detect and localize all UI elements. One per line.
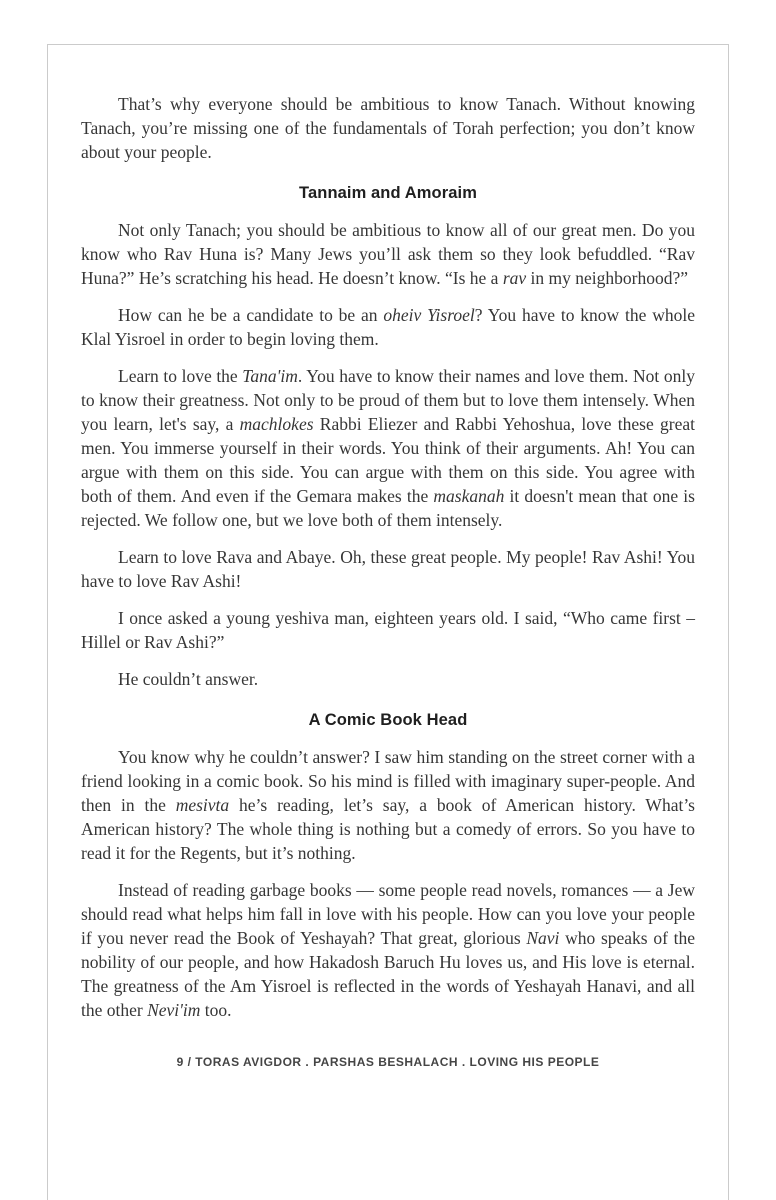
text-run: That’s why everyone should be ambitious to know Tanach. Without knowing Tanach, you’re missing one of the fundamentals of Torah perfection; you don’t know about your people. (81, 94, 695, 162)
paragraph (81, 218, 695, 290)
text-run: I once asked a young yeshiva man, eighteen years old. I said, “Who came first – Hillel or Rav Ashi?” (81, 608, 695, 652)
paragraph (81, 745, 695, 865)
section-heading: A Comic Book Head (308, 711, 468, 729)
text-run: ? You have to know the whole Klal Yisroel in order to begin loving them. (81, 305, 695, 349)
italic-term: oheiv Yisroel (383, 305, 475, 325)
page-footer (81, 1055, 695, 1069)
paragraph (81, 545, 695, 593)
paragraph (81, 303, 695, 351)
paragraph (81, 878, 695, 1022)
italic-term: Navi (526, 928, 560, 948)
text-run: Rabbi Eliezer and Rabbi Yehoshua, love these great men. You immerse yourself in their words. You think of their arguments. Ah! You can argue with them on this side. You can argue with them on this side. You agree with both of them. And even if the Gemara makes the (81, 414, 695, 506)
italic-term: Tana'im (242, 366, 298, 386)
paragraph (81, 667, 695, 691)
footer-text: 9 / TORAS AVIGDOR . PARSHAS BESHALACH . LOVING HIS PEOPLE (176, 1055, 600, 1069)
document-page (47, 44, 729, 1200)
document-blocks (81, 92, 695, 1022)
text-run: Learn to love Rava and Abaye. Oh, these great people. My people! Rav Ashi! You have to love Rav Ashi! (81, 547, 695, 591)
text-run: Learn to love the (118, 366, 243, 386)
text-run: Instead of reading garbage books — some people read novels, romances — a Jew should read what helps him fall in love with his people. How can you love your people if you never read the Book of Yeshayah? That great, glorious (81, 880, 695, 948)
text-run: How can he be a candidate to be an (118, 305, 384, 325)
text-run: too. (200, 1000, 232, 1020)
italic-term: Nevi'im (147, 1000, 201, 1020)
italic-term: mesivta (175, 795, 230, 815)
text-run: it doesn't mean that one is rejected. We follow one, but we love both of them intensely. (81, 486, 695, 530)
italic-term: machlokes (239, 414, 314, 434)
paragraph (81, 606, 695, 654)
text-run: . You have to know their names and love them. Not only to know their greatness. Not only to be proud of them but to love them intensely. When you learn, let's say, a (81, 366, 695, 434)
text-run: he’s reading, let’s say, a book of American history. What’s American history? The whole thing is nothing but a comedy of errors. So you have to read it for the Regents, but it’s nothing. (81, 795, 695, 863)
text-run: who speaks of the nobility of our people, and how Hakadosh Baruch Hu loves us, and His love is eternal. The greatness of the Am Yisroel is reflected in the words of Yeshayah Hanavi, and all the other (81, 928, 695, 1020)
paragraph (81, 364, 695, 532)
text-run: He couldn’t answer. (118, 669, 259, 689)
italic-term: maskanah (433, 486, 505, 506)
section-heading: Tannaim and Amoraim (299, 184, 477, 202)
text-run: in my neighborhood?” (526, 268, 688, 288)
text-run: You know why he couldn’t answer? I saw him standing on the street corner with a friend looking in a comic book. So his mind is filled with imaginary super-people. And then in the (81, 747, 695, 815)
italic-term: rav (502, 268, 527, 288)
text-run: Not only Tanach; you should be ambitious to know all of our great men. Do you know who Rav Huna is? Many Jews you’ll ask them so they look befuddled. “Rav Huna?” He’s scratching his head. He doesn’t know. “Is he a (81, 220, 695, 288)
paragraph (81, 92, 695, 164)
